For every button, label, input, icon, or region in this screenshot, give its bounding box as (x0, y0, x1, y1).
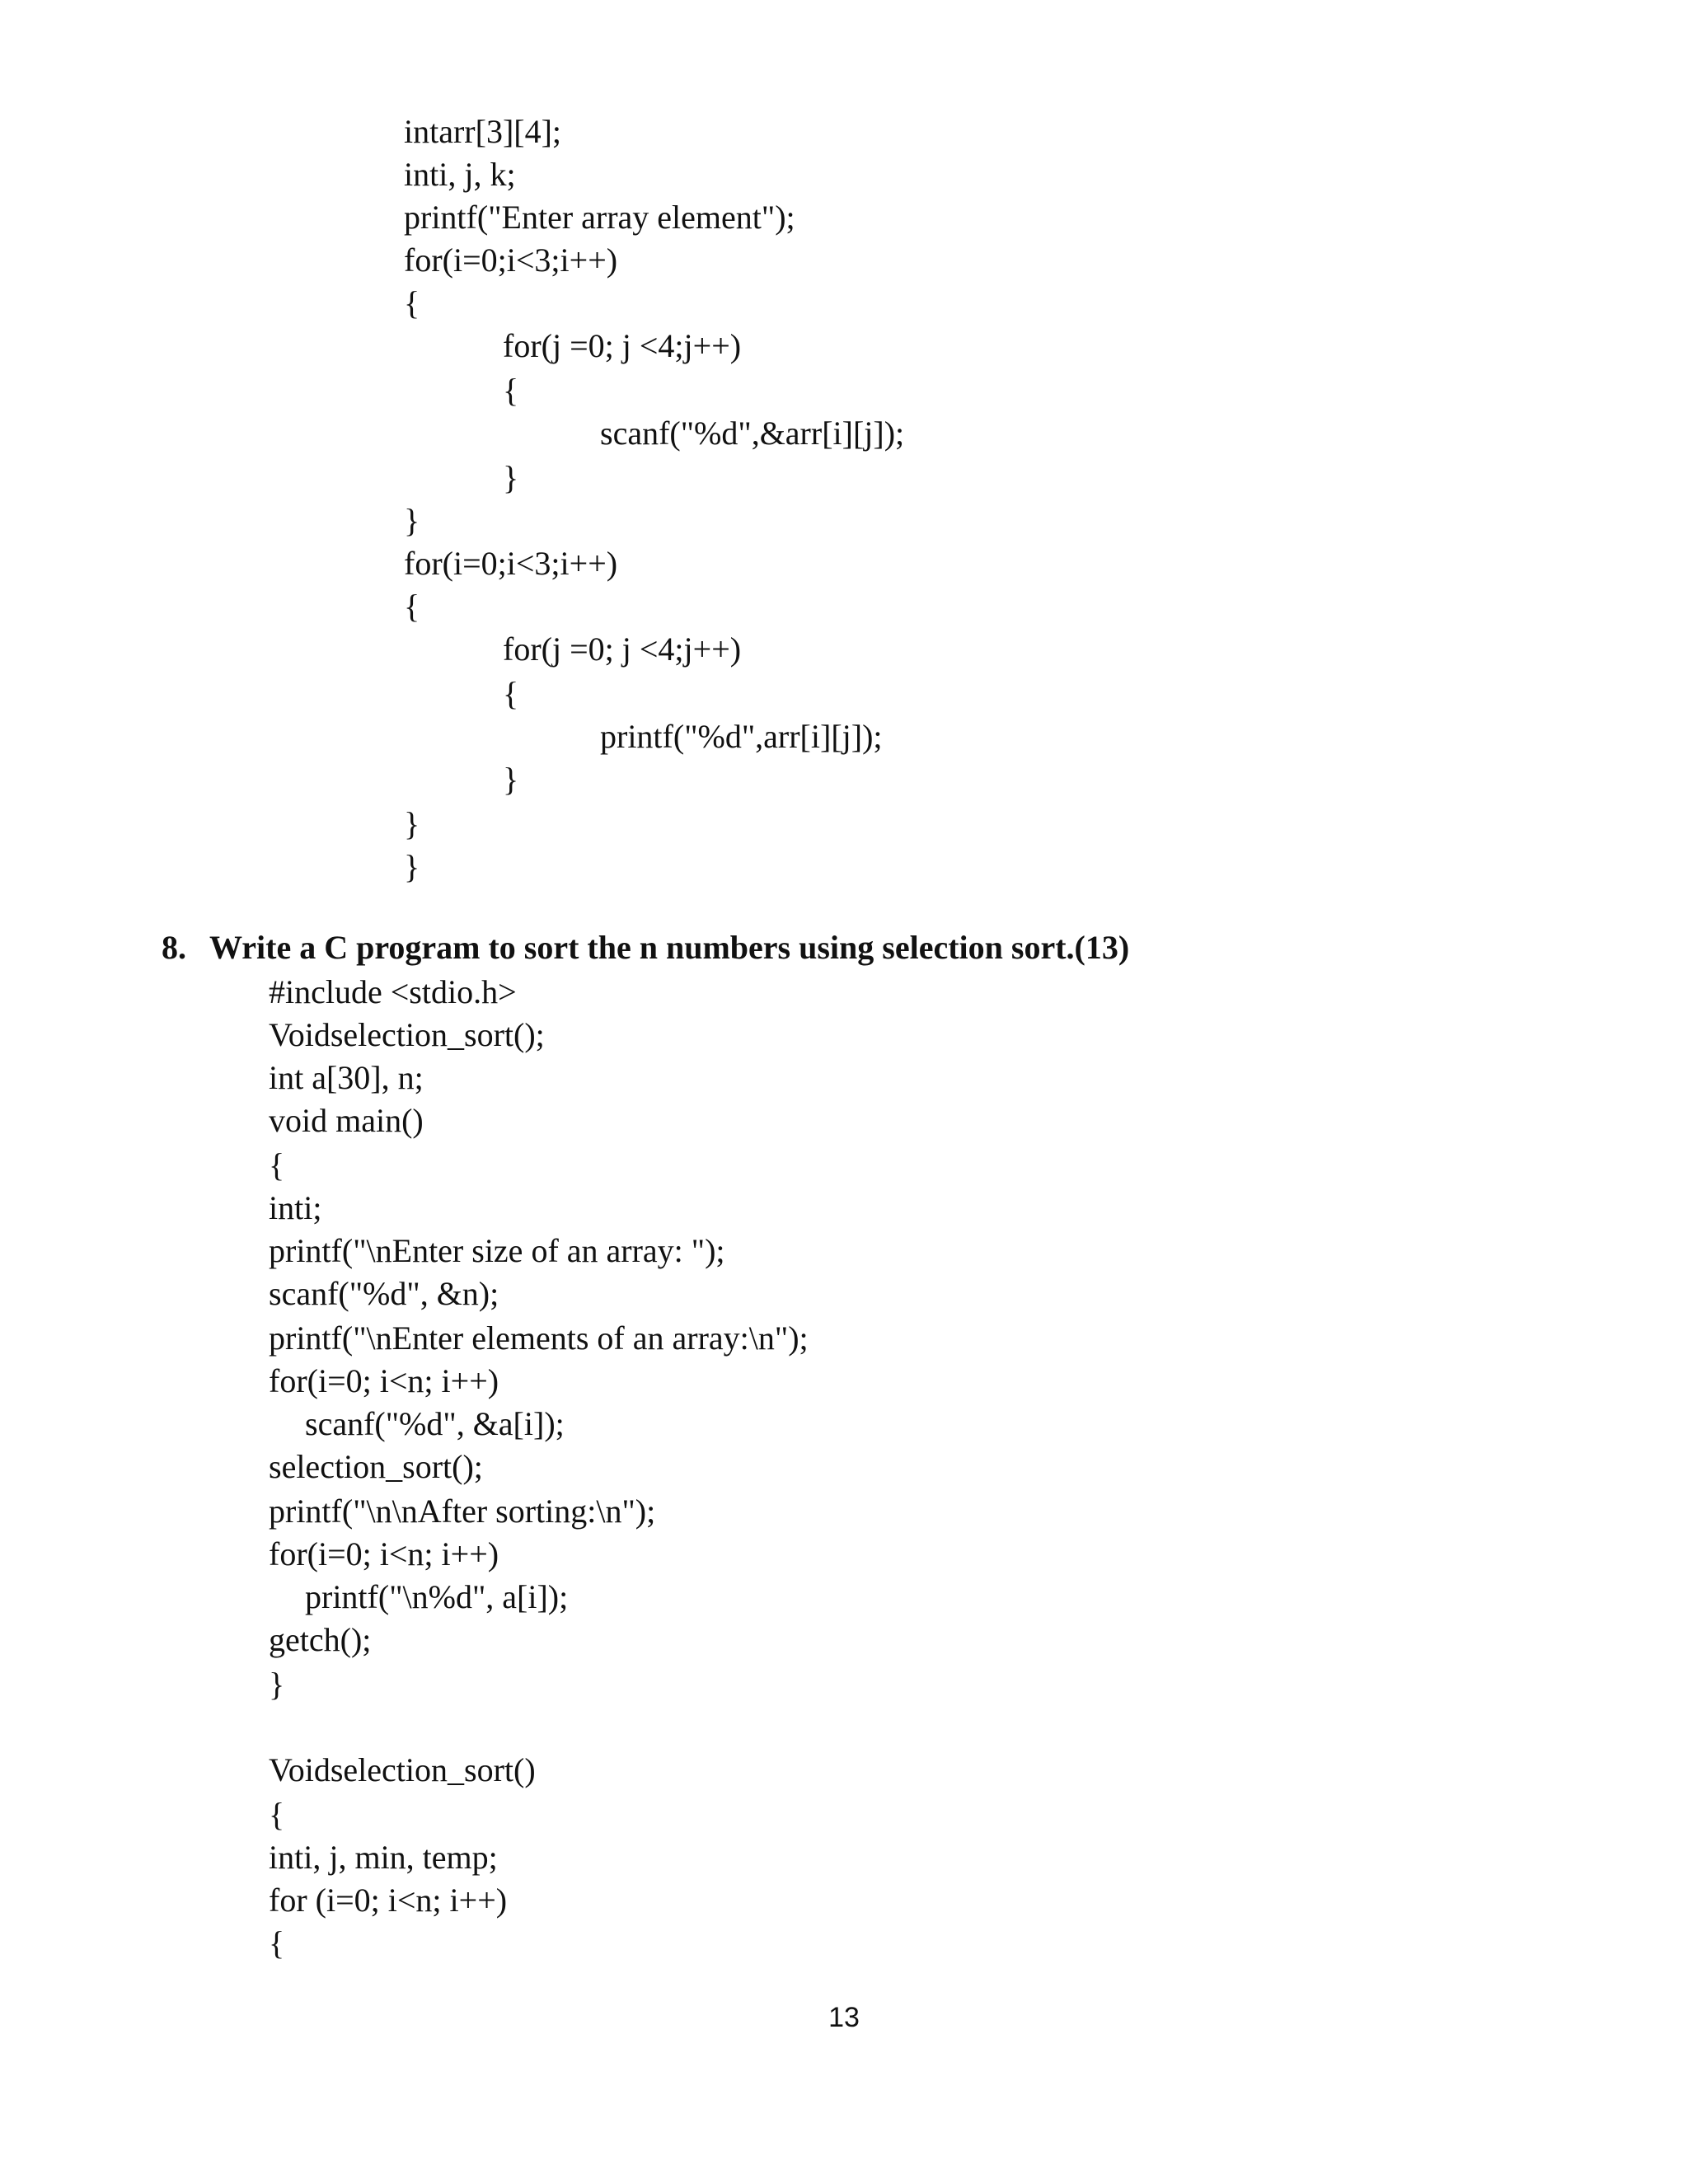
code-line: { (503, 372, 519, 409)
code-line: for(i=0; i<n; i++) (269, 1362, 499, 1399)
question-text: Write a C program to sort the n numbers using selection sort.(13) (209, 929, 1130, 966)
code-line: intarr[3][4]; (404, 113, 562, 150)
code-line: int a[30], n; (269, 1059, 424, 1096)
code-line: for(i=0;i<3;i++) (404, 545, 618, 582)
code-line: } (269, 1666, 285, 1703)
code-line: Voidselection_sort(); (269, 1016, 545, 1053)
code-line: { (404, 284, 420, 321)
question-number: 8. (162, 929, 186, 966)
code-line: { (269, 1796, 285, 1833)
code-line: printf("Enter array element"); (404, 199, 795, 236)
code-line: inti; (269, 1189, 322, 1226)
code-line: printf("\n\nAfter sorting:\n"); (269, 1493, 656, 1530)
code-line: { (503, 675, 519, 712)
code-line: for(j =0; j <4;j++) (503, 630, 742, 668)
code-line: #include <stdio.h> (269, 973, 517, 1010)
code-line: Voidselection_sort() (269, 1751, 536, 1788)
code-line: printf("%d",arr[i][j]); (600, 718, 883, 755)
code-line: scanf("%d",&arr[i][j]); (600, 415, 905, 452)
code-line: } (503, 459, 519, 496)
page-number: 13 (828, 2002, 860, 2033)
code-line: printf("\nEnter elements of an array:\n"); (269, 1319, 809, 1357)
code-line: } (503, 761, 519, 798)
code-line: { (269, 1146, 285, 1183)
code-line: inti, j, k; (404, 156, 516, 193)
code-line: for(j =0; j <4;j++) (503, 327, 742, 364)
code-line: { (404, 588, 420, 625)
code-line: for(i=0;i<3;i++) (404, 241, 618, 279)
question-heading (162, 928, 1129, 968)
code-line: getch(); (269, 1621, 372, 1658)
code-line: { (269, 1924, 285, 1961)
code-line: inti, j, min, temp; (269, 1839, 498, 1876)
code-line: for (i=0; i<n; i++) (269, 1882, 508, 1919)
code-line: selection_sort(); (269, 1448, 483, 1485)
code-line: void main() (269, 1102, 424, 1139)
code-line: scanf("%d", &a[i]); (305, 1405, 565, 1442)
code-line: } (404, 502, 420, 539)
code-line: } (404, 805, 420, 842)
code-line: for(i=0; i<n; i++) (269, 1535, 499, 1572)
code-line: printf("\nEnter size of an array: "); (269, 1232, 725, 1269)
code-line: scanf("%d", &n); (269, 1275, 499, 1312)
code-line: printf("\n%d", a[i]); (305, 1578, 569, 1615)
code-line: } (404, 848, 420, 885)
